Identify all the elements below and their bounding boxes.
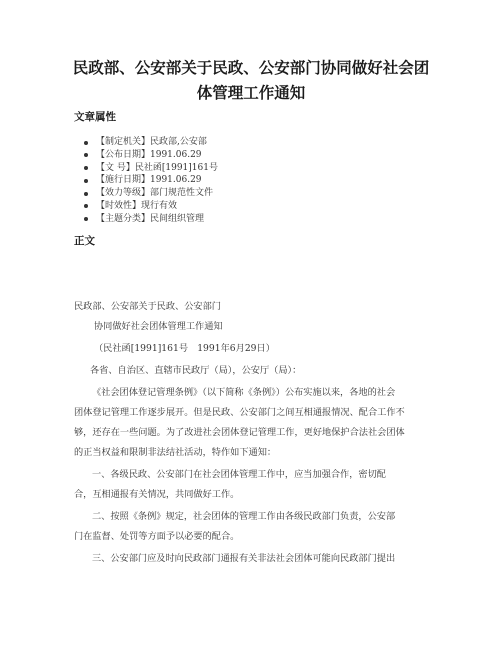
bullet-icon xyxy=(84,141,88,145)
document-title xyxy=(50,56,452,106)
body-line: 合，互相通报有关情况，共同做好工作。 xyxy=(74,489,240,500)
bullet-icon xyxy=(84,153,88,157)
body-heading: 正文 xyxy=(74,235,95,247)
attribute-item: 【施行日期】1991.06.29 xyxy=(84,174,218,187)
bullet-icon xyxy=(84,217,88,221)
body-line: 一、各级民政、公安部门在社会团体管理工作中，应当加强合作，密切配 xyxy=(92,469,386,480)
body-line: 《社会团体登记管理条例》（以下简称《条例》）公布实施以来，各地的社会 xyxy=(92,387,396,398)
attribute-item: 【文 号】民社函[1991]161号 xyxy=(84,162,218,175)
attribute-item: 【效力等级】部门规范性文件 xyxy=(84,187,218,200)
attributes-list xyxy=(84,136,218,226)
attribute-item: 【公布日期】1991.06.29 xyxy=(84,149,218,162)
attribute-item: 【制定机关】民政部,公安部 xyxy=(84,136,218,149)
bullet-icon xyxy=(84,192,88,196)
body-line: 各省、自治区、直辖市民政厅（局），公安厅（局）： xyxy=(90,365,302,376)
body-line: 二、按照《条例》规定，社会团体的管理工作由各级民政部门负责，公安部 xyxy=(92,511,396,522)
title-line-1: 民政部、公安部关于民政、公安部门协同做好社会团 xyxy=(72,59,430,77)
bullet-icon xyxy=(84,179,88,183)
body-line: 团体登记管理工作逐步展开。但是民政、公安部门之间互相通报情况、配合工作不 xyxy=(74,407,405,418)
body-line: 三、公安部门应及时向民政部门通报有关非法社会团体可能向民政部门提出 xyxy=(92,553,396,564)
attribute-item: 【主题分类】民间组织管理 xyxy=(84,213,218,226)
title-line-2: 体管理工作通知 xyxy=(196,84,306,102)
body-line: 民政部、公安部关于民政、公安部门 xyxy=(74,301,221,312)
body-line: （民社函[1991]161号 1991年6月29日） xyxy=(94,343,275,354)
body-line: 够，还存在一些问题。为了改进社会团体登记管理工作，更好地保护合法社会团体 xyxy=(74,427,405,438)
body-line: 的正当权益和限制非法结社活动，特作如下通知： xyxy=(74,447,277,458)
attribute-item: 【时效性】现行有效 xyxy=(84,200,218,213)
bullet-icon xyxy=(84,166,88,170)
bullet-icon xyxy=(84,204,88,208)
attributes-heading: 文章属性 xyxy=(74,111,116,123)
body-line: 协同做好社会团体管理工作通知 xyxy=(94,321,223,332)
body-line: 门在监督、处罚等方面予以必要的配合。 xyxy=(74,531,240,542)
